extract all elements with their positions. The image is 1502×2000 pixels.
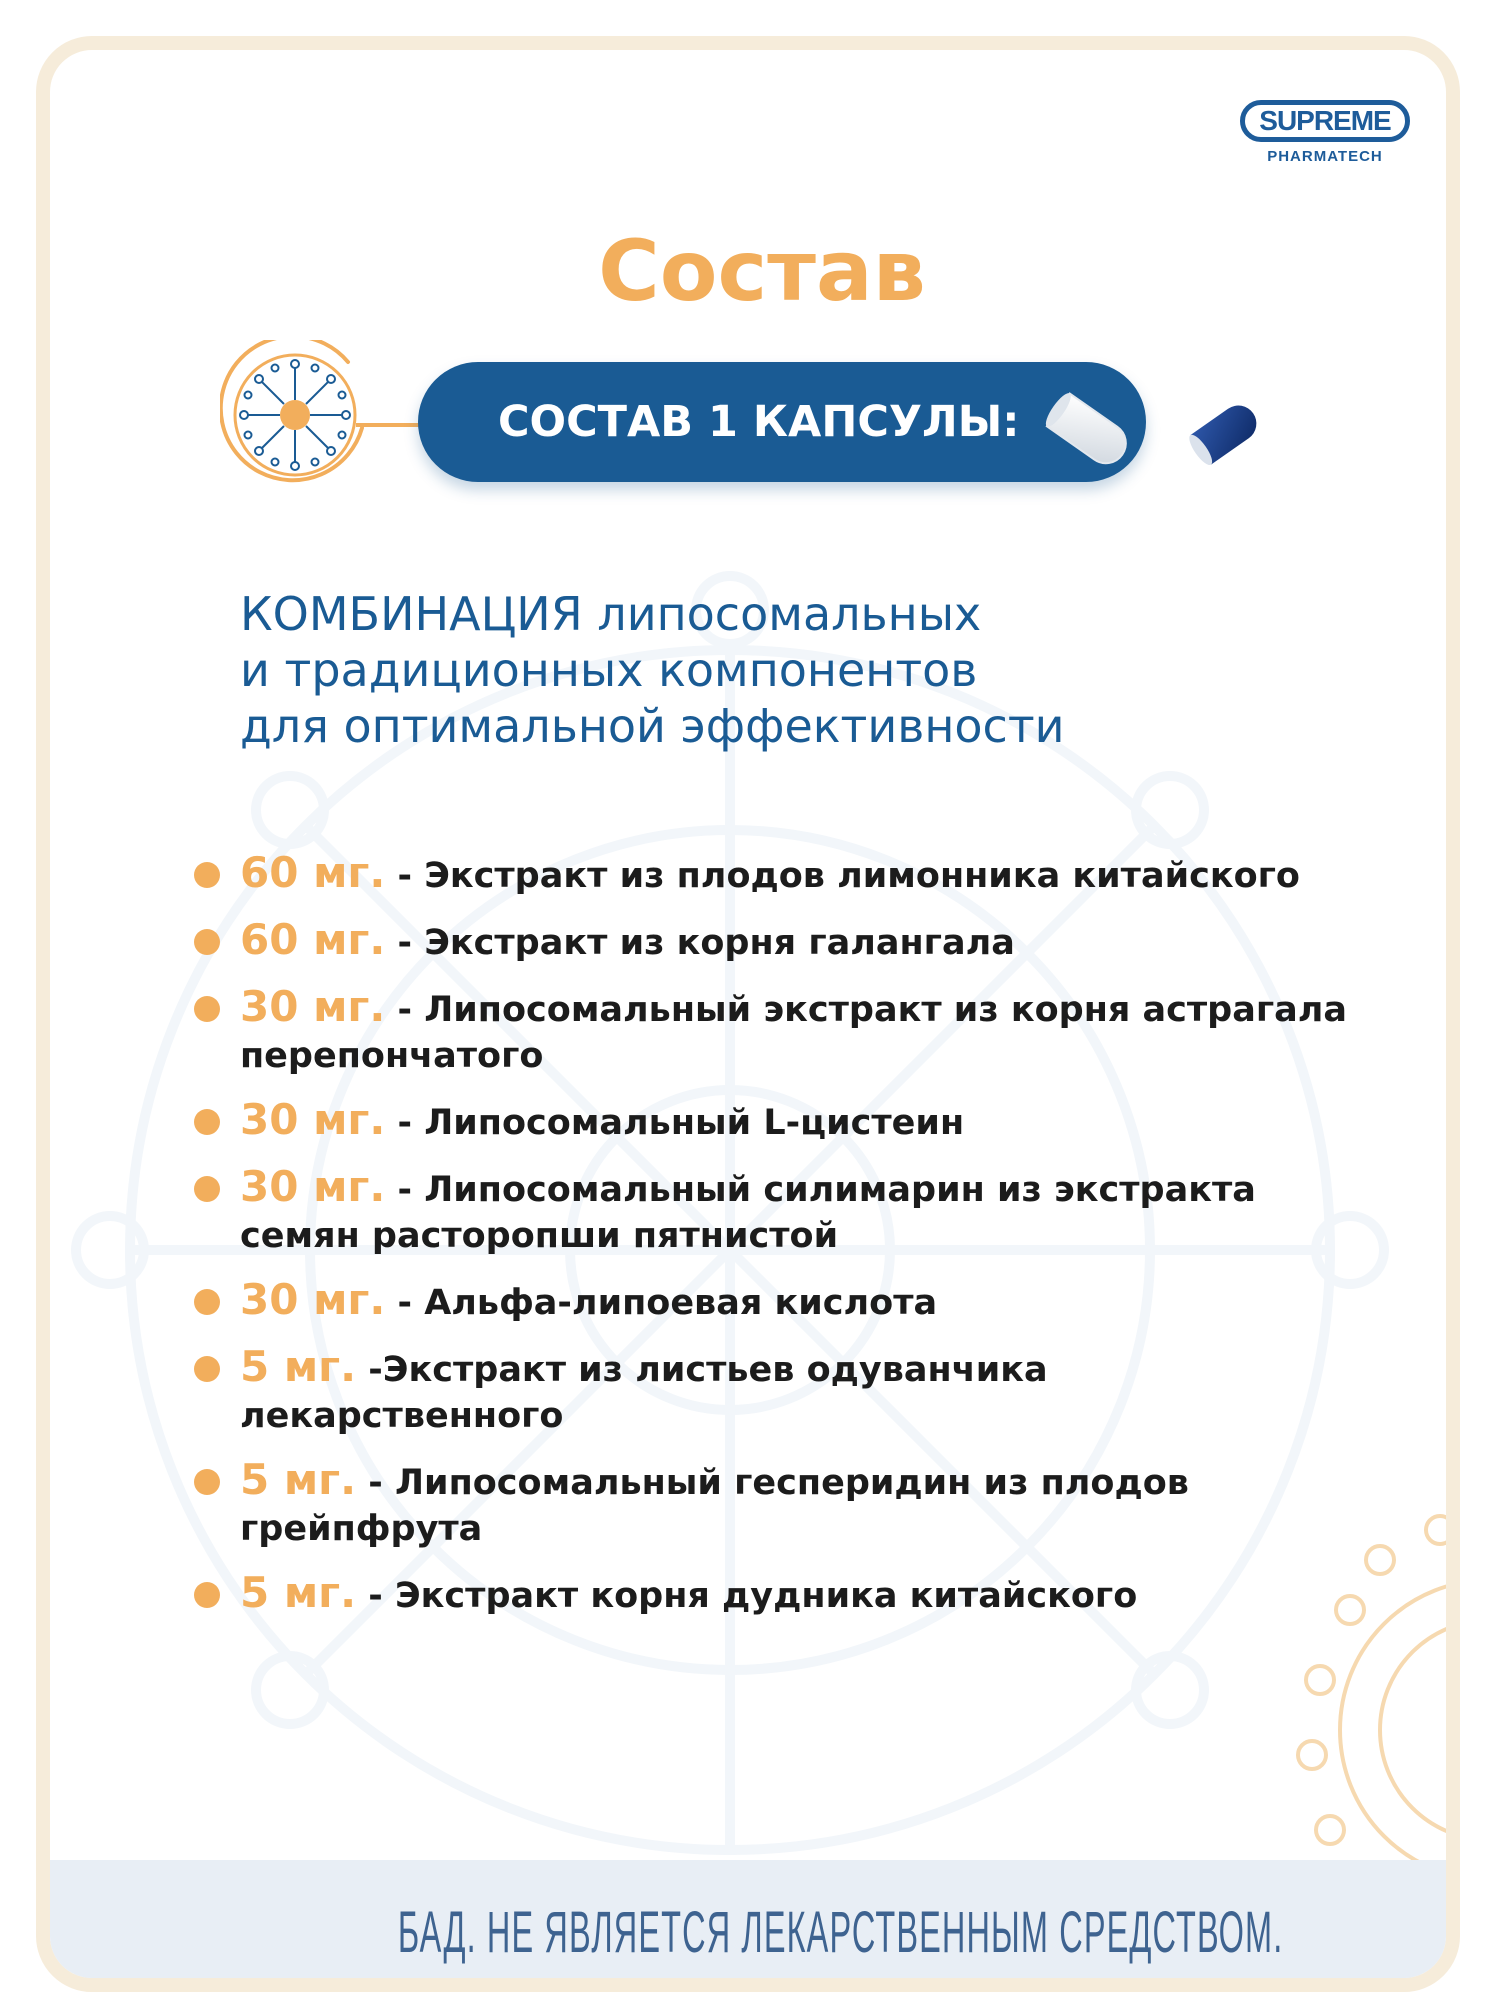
composition-subtitle xyxy=(240,586,1240,754)
ingredient-name: - Липосомальный экстракт из корня астрагала перепончатого xyxy=(240,990,1348,1076)
bullet-dot-icon xyxy=(194,929,220,955)
ingredient-dose: 60 мг. xyxy=(240,915,386,964)
bullet-dot-icon xyxy=(194,1469,220,1495)
bullet-dot-icon xyxy=(194,1356,220,1382)
ingredient-dose: 5 мг. xyxy=(240,1568,357,1617)
footer-band xyxy=(50,1860,1460,1992)
ingredient-item xyxy=(190,1344,1370,1439)
disclaimer-text xyxy=(50,1860,1460,1992)
ingredient-item xyxy=(190,984,1370,1079)
subtitle-line-1: КОМБИНАЦИЯ липосомальных xyxy=(240,587,982,641)
ingredient-item xyxy=(190,1277,1370,1326)
bullet-dot-icon xyxy=(194,1109,220,1135)
ingredient-name: - Экстракт из корня галангала xyxy=(385,923,1015,963)
disclaimer-label: БАД. НЕ ЯВЛЯЕТСЯ ЛЕКАРСТВЕННЫМ СРЕДСТВОМ. xyxy=(397,1900,1284,1965)
brand-logo-sub: PHARMATECH xyxy=(1267,148,1383,165)
ingredient-name: - Липосомальный силимарин из экстракта семян расторопши пятнистой xyxy=(240,1170,1256,1256)
ingredient-item xyxy=(190,1570,1370,1619)
ingredient-name: - Экстракт из плодов лимонника китайского xyxy=(385,856,1300,896)
ingredient-dose: 30 мг. xyxy=(240,1275,386,1324)
ingredient-dose: 30 мг. xyxy=(240,982,386,1031)
ingredient-dose: 60 мг. xyxy=(240,848,386,897)
ingredient-dose: 5 мг. xyxy=(240,1455,357,1504)
liposome-cell-icon xyxy=(220,340,370,490)
ingredient-dose: 30 мг. xyxy=(240,1095,386,1144)
bullet-dot-icon xyxy=(194,1176,220,1202)
ingredient-dose: 30 мг. xyxy=(240,1162,386,1211)
bullet-dot-icon xyxy=(194,1289,220,1315)
capsule-half-blue-icon xyxy=(1172,390,1272,480)
ingredient-name: - Альфа-липоевая кислота xyxy=(385,1283,938,1323)
subtitle-line-3: для оптимальной эффективности xyxy=(240,699,1065,753)
capsule-half-white-icon xyxy=(1032,380,1142,480)
product-card xyxy=(36,36,1460,1992)
ingredient-item xyxy=(190,1457,1370,1552)
bullet-dot-icon xyxy=(194,862,220,888)
ingredient-name: - Липосомальный L-цистеин xyxy=(385,1103,965,1143)
ingredient-name: - Экстракт корня дудника китайского xyxy=(356,1576,1138,1616)
brand-logo-main: SUPREME xyxy=(1240,100,1410,142)
subtitle-line-2: и традиционных компонентов xyxy=(240,643,978,697)
ingredient-item xyxy=(190,917,1370,966)
bullet-dot-icon xyxy=(194,996,220,1022)
ingredient-list xyxy=(190,850,1370,1637)
banner-label: СОСТАВ 1 КАПСУЛЫ: xyxy=(498,397,1020,447)
brand-logo xyxy=(1240,100,1460,210)
ingredient-item xyxy=(190,1097,1370,1146)
ingredient-item xyxy=(190,850,1370,899)
ingredient-dose: 5 мг. xyxy=(240,1342,357,1391)
ingredient-name: - Липосомальный гесперидин из плодов грейпфрута xyxy=(240,1463,1189,1549)
bullet-dot-icon xyxy=(194,1582,220,1608)
ingredient-item xyxy=(190,1164,1370,1259)
ingredient-name: -Экстракт из листьев одуванчика лекарственного xyxy=(240,1350,1048,1436)
page-title: Состав xyxy=(598,222,926,320)
